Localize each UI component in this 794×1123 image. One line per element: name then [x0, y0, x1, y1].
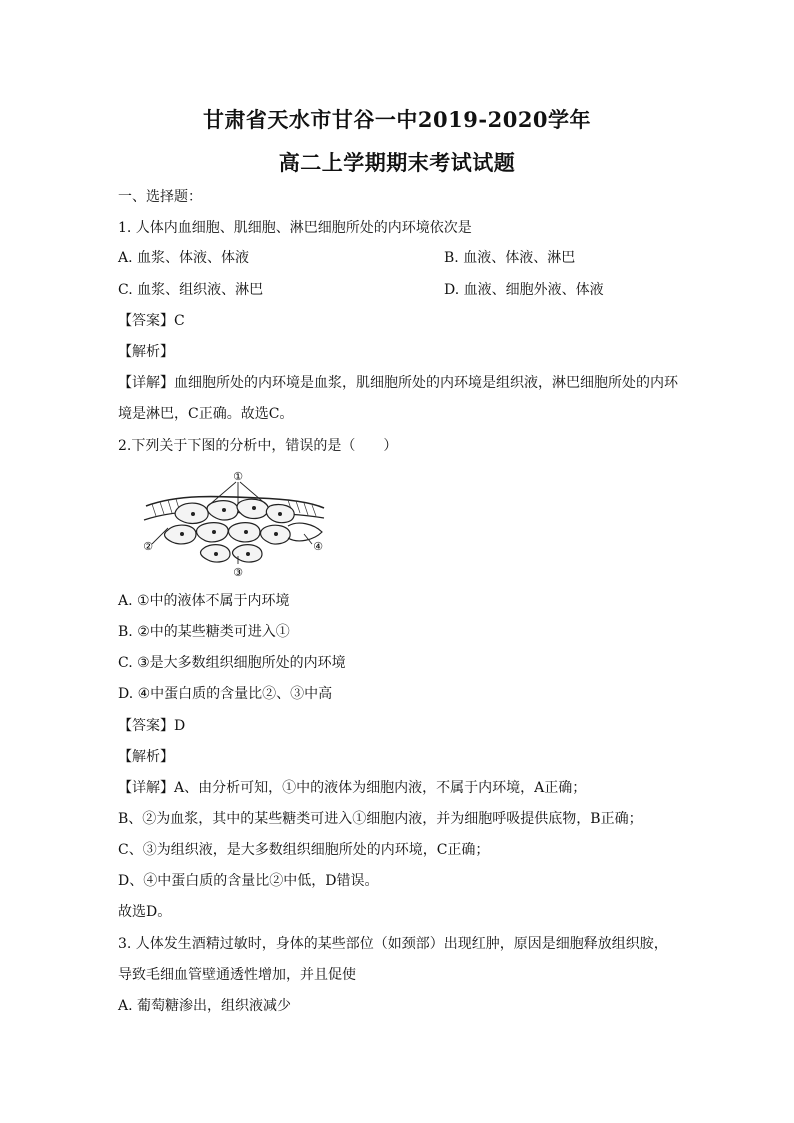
q2-detail-line3: C、③为组织液，是大多数组织细胞所处的内环境，C正确； — [118, 842, 490, 858]
figure-label-2: ② — [143, 540, 153, 553]
q2-stem: 2.下列关于下图的分析中，错误的是（ ） — [118, 438, 398, 454]
lymph-vessel — [288, 523, 322, 541]
q2-detail-line1: 【详解】A、由分析可知，①中的液体为细胞内液，不属于内环境，A正确； — [118, 780, 587, 796]
q3-stem-line1: 3. 人体发生酒精过敏时，身体的某些部位（如颈部）出现红肿，原因是细胞释放组织胺， — [118, 936, 668, 952]
q1-option-c: C. 血浆、组织液、淋巴 — [118, 282, 264, 298]
q2-option-b: B. ②中的某些糖类可进入① — [118, 624, 290, 640]
q3-stem-line2: 导致毛细血管壁通透性增加，并且促使 — [118, 967, 356, 983]
q2-detail-line4: D、④中蛋白质的含量比②中低，D错误。 — [118, 873, 379, 889]
doc-title-line1: 甘肃省天水市甘谷一中2019-2020学年 — [202, 107, 592, 132]
figure-label-3: ③ — [233, 566, 243, 579]
q2-detail-line2: B、②为血浆，其中的某些糖类可进入①细胞内液，并为细胞呼吸提供底物，B正确； — [118, 811, 643, 827]
q1-option-d: D. 血液、细胞外液、体液 — [444, 282, 604, 298]
q1-detail-line2: 境是淋巴，C正确。故选C。 — [118, 406, 294, 422]
q1-stem: 1. 人体内血细胞、肌细胞、淋巴细胞所处的内环境依次是 — [118, 220, 472, 236]
section-heading: 一、选择题： — [118, 189, 202, 205]
q2-option-a: A. ①中的液体不属于内环境 — [118, 593, 290, 609]
q3-option-a: A. 葡萄糖渗出，组织液减少 — [118, 998, 292, 1014]
tissue-cells — [165, 499, 295, 562]
q2-analysis-label: 【解析】 — [118, 749, 174, 765]
tissue-fluid-figure — [138, 468, 328, 580]
q2-detail-line5: 故选D。 — [118, 904, 172, 920]
q2-answer: 【答案】D — [118, 718, 186, 734]
figure-label-1: ① — [233, 470, 243, 483]
q2-option-c: C. ③是大多数组织细胞所处的内环境 — [118, 655, 346, 671]
q2-option-d: D. ④中蛋白质的含量比②、③中高 — [118, 686, 333, 702]
q1-option-b: B. 血液、体液、淋巴 — [444, 250, 576, 266]
q1-detail-line1: 【详解】血细胞所处的内环境是血浆，肌细胞所处的内环境是组织液，淋巴细胞所处的内环 — [118, 375, 678, 391]
figure-label-4: ④ — [313, 540, 323, 553]
q1-answer: 【答案】C — [118, 313, 185, 329]
q1-option-a: A. 血浆、体液、体液 — [118, 250, 250, 266]
tissue-diagram-svg — [138, 468, 328, 580]
q1-analysis-label: 【解析】 — [118, 344, 174, 360]
doc-title-line2: 高二上学期期末考试试题 — [278, 150, 516, 175]
